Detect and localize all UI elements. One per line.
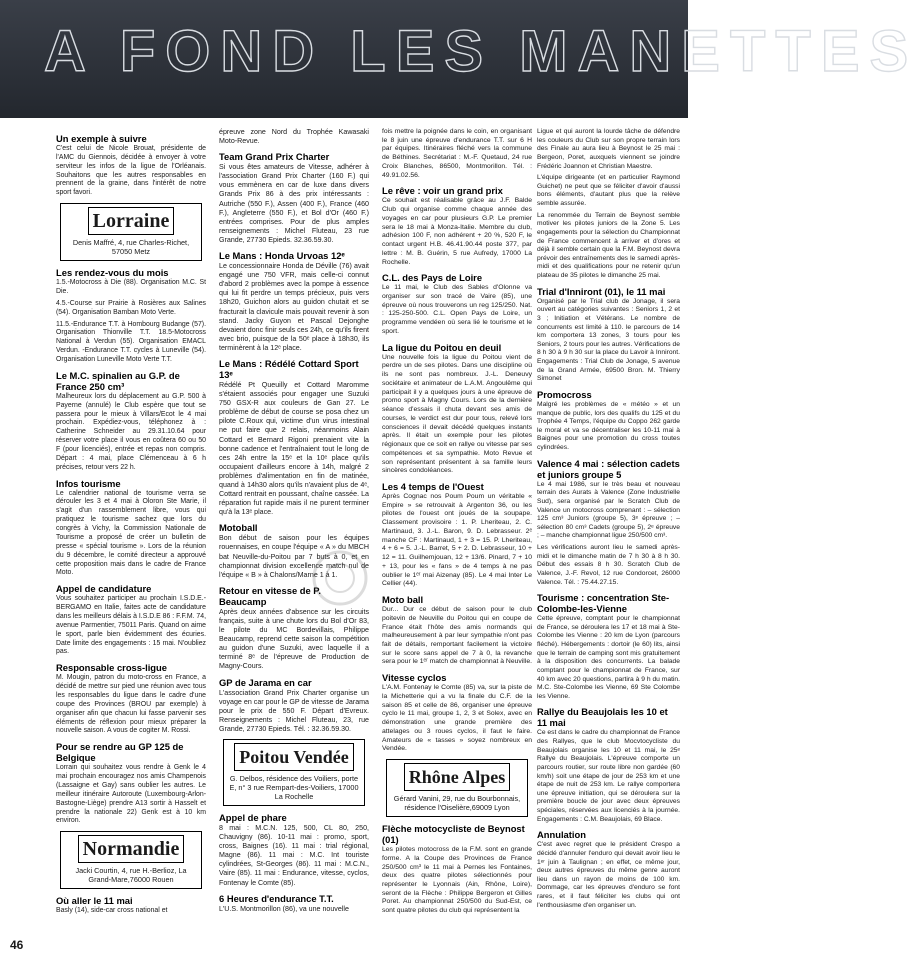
- paragraph: L'association Grand Prix Charter organise un voyage en car pour le GP de vitesse de Jarama pour le prix de 550 F. Départ d'Evreux. Renseignements : Michel Fluteau, 23, rue Grande, 27730 Epieds. Tél. : 32.36.59.30.: [219, 688, 369, 733]
- section-heading: Infos tourisme: [56, 477, 121, 489]
- paragraph: C'est celui de Nicole Brouat, présidente de l'AMC du Giennois, décidée à envoyer à votre serviteur les infos de la ligue de l'Orléanais. Souhaitons que les autres responsables en prennent de la graine, dans l'intérêt de notre sport favori.: [56, 145, 206, 197]
- section-heading: Flèche motocycliste de Beynost (01): [382, 823, 525, 846]
- paragraph: Après Cognac nos Poum Poum un véritable « Empire » se retrouvait à Argenton 36, ou les pilotes de l'ouest ont joués de la soupape. Classement provisoire : 1. P. Lheriteau, 2. C. Martinaud, 3. J.-L. Baron, 9. D. Lebrasseur. 2ᵉ manche CF : Martinaud, 1 + 3 = 15. P. Lheriteau, 4 + 6 = 5. J.-L. Barret, 5 + 2. D. Lebrasseur, 10 + 12 = 11. Guilhemjouan, 12 + 13/6. Pinard, 7 + 10 + 13, pour les « fans » de 4 temps à ne pas oublier le 1ᵉʳ mai Aizenay (85). Le 4 mai Inter Le Cellier (44).: [382, 492, 532, 588]
- section-heading: C.L. des Pays de Loire: [382, 272, 483, 284]
- section-heading: Tourisme : concentration Ste-Colombe-les-Vienne: [537, 592, 670, 615]
- paragraph: fois mettre la poignée dans le coin, en organisant le 8 juin une épreuve d'endurance T.T. sur 6 H par équipes. Itinéraires fléché vers la commune de Béthines. Secrétariat : M.-F. Quetaud, 24 rue Croix Blanches, 86500, Montmorillon. Tél. : 49.91.02.56.: [382, 128, 532, 179]
- section-heading: Promocross: [537, 388, 592, 400]
- section-heading: Annulation: [537, 829, 586, 841]
- section-heading: Le rêve : voir un grand prix: [382, 185, 503, 197]
- section-heading: Où aller le 11 mai: [56, 895, 133, 907]
- section-heading: Pour se rendre au GP 125 de Belgique: [56, 741, 184, 764]
- paragraph: Le 11 mai, le Club des Sables d'Olonne va organiser sur son tracé de Vaire (85), une épreuve où nous trouverons un reg 125/250. Nat. : 125-250-500. C.L. Open Pays de Loire, un programme vendéen où sera lié le tourisme et le sport.: [382, 284, 532, 335]
- paragraph: Rédélé Pt Queuilly et Cottard Maromme s'étaient associés pour engager une Suzuki 750 GSX-R aux couleurs de Gan 27. Le problème de début de course se posa chez un pilote C.Roux qui, victime d'un virus intestinal ne put faire que 2 relais, néanmoins Alain Cottard et Bernard Rigoni prenaient vite la bonne cadence et l'entraînaient tout le long de ces 24h entre la 15ᵉ et la 10ᵉ place qu'ils occupaient d'ailleurs encore à 14h, malgré 2 problèmes d'alimentation en fin de matinée, quand à 14h30 alors qu'ils n'avaient plus de 4ᵉ, Cottard rentrait en poussant, chaîne cassée. La réparation fut rapide mais il ne purent terminer qu'à la 13ᵉ place.: [219, 380, 369, 517]
- paragraph: Le calendrier national de tourisme verra se dérouler les 3 et 4 mai à Oloron Ste Marie, il s'agit d'un rassemblement libre, vous qui pratiquez le tourisme sachez que lors du congrès à Vichy, la Commission Nationale de Tourisme a proposé de créer un bulletin de presse « spécial tourisme ». Lors de la réunion du 9 décembre, le comité directeur a approuvé cette proposition mais dans le cadre de France Moto.: [56, 489, 206, 577]
- paragraph: 11.5.-Endurance T.T. à Hombourg Budange (57). Organisation Thionville T.T. 18.5-Motocross National à Verdun (55). Organisation EMACL Verdun. -Endurance T.T. cycles à Luneville (54). Organisation Luneville Moto Verte T.T.: [56, 320, 206, 364]
- paragraph: L'A.M. Fontenay le Comte (85) va, sur la piste de la Michetterie qui a vu la finale du C.F. de la saison 85 et celle de 86, organiser une épreuve cyclo le 11 mai, groupe 1, 2, 3 et Solex, avec en démonstration une grande première des attelages ou 3 roues cyclos, il faut le faire. Amateurs de « tasses » soyez nombreux en Vendée.: [382, 684, 532, 753]
- section-heading: Vitesse cyclos: [382, 672, 447, 684]
- section-heading: Trial d'Inniront (01), le 11 mai: [537, 285, 666, 297]
- paragraph: Le 4 mai 1986, sur le très beau et nouveau terrain des Aurats à Valence (Zone Industrielle Sud), sera organisé par le Scratch Club de Valence un motocross comprenant : – sélection 125 cm³ Juniors (groupe 5), 3ᵉ épreuve ; – sélection 80 cm³ Cadets (groupe 5), 2ᵉ épreuve ; – manche championnat ligue 250/500 cm³.: [537, 480, 680, 540]
- paragraph: La renommée du Terrain de Beynost semble motiver les pilotes juniors de la Zone 5. Les engagements pour la sélection du Championnat de France commencent à arriver et d'ores et déjà il semble certain que la F.M. Beynost devra prévoir des entraînements des le samedi après-midi et des qualifications pour ne retenir qu'un plateau de 35 pilotes le dimanche 25 mai.: [537, 211, 680, 279]
- region-contact-box: [386, 759, 528, 817]
- section-heading: 6 Heures d'endurance T.T.: [219, 892, 334, 904]
- paragraph: 4.5.-Course sur Prairie à Rosières aux Salines (54). Organisation Bamban Moto Verte.: [56, 299, 206, 316]
- region-contact-address: G. Delbos, résidence des Voiliers, porte E, n° 3 rue Rempart-des-Voiliers, 17000 La Rochelle: [229, 773, 359, 801]
- region-title: Lorraine: [88, 207, 175, 235]
- column-4: [537, 128, 680, 913]
- section-heading: Valence 4 mai : sélection cadets et juniors groupe 5: [537, 457, 680, 480]
- paragraph: Les pilotes motocross de la F.M. sont en grande forme. A la Coupe des Provinces de France 250/500 cm³ le 11 mai à Pernes les Fontaines, deux des quatre pilotes sélectionnés pour représenter le Lyonnais (Ain, Rhône, Loire), seront de la Flèche : Philippe Bergeron et Gilles Poret. Au championnat 250/500 du Sud-Est, ce sont quatre pilotes du club qui représentent la: [382, 846, 532, 915]
- paragraph: Malheureux lors du déplacement au G.P. 500 à Payerne (annulé) le Club espère que tout se passera pour le mieux à Villars/Ecot le 4 mai prochain. Expédiez-vous, téléphonez à : Catherine Schneider au 29.31.10.64 pour réserver votre place il vous en coûtera 60 ou 50 F (pour licenciés), entrée et repas non compris. Départ : 4 mai, place Clémenceau à 6 h précises, retour vers 22 h.: [56, 392, 206, 471]
- section-heading: La ligue du Poitou en deuil: [382, 341, 502, 353]
- region-contact-address: Jacki Courtin, 4, rue H.-Berlioz, La Grand-Mare,76000 Rouen: [75, 866, 187, 885]
- paragraph: Ce est dans le cadre du championnat de France des Rallyes, que le club Mocvtocycliste du Beaujolais organise les 10 et 11 mai, le 25ᵉ Rallye du Beaujolais. L'épreuve comporte un parcours routier, sur route libre non gardée (60 km/h) soit une étape de jour de 253 km et une étape de nuit de 253 km. Le rallye comportera une épreuve initiation, qui se déroulera sur la première boucle de jour avec deux épreuves spéciales, réservées aux licenciés à la journée. Engagements : C.M. Beaujolais, 69 Blace.: [537, 729, 680, 823]
- section-heading: Les rendez-vous du mois: [56, 267, 169, 279]
- paragraph: Les vérifications auront lieu le samedi après-midi et le dimanche matin de 7 h 30 à 8 h 30. Début des essais 8 h 30. Scratch Club de Valence, J.-F. Revol, 12 rue Condorcet, 26000 Valence. Tél. : 75.44.27.15.: [537, 544, 680, 586]
- region-title: Poitou Vendée: [234, 743, 354, 771]
- banner-title: A FOND LES MANETTES: [44, 19, 918, 84]
- paragraph: L'U.S. Montmorillon (86), va une nouvelle: [219, 904, 349, 913]
- paragraph: L'équipe dirigeante (et en particulier Raymond Guichet) ne peut que se féliciter d'avoir d'aussi bons éléments, d'autant plus que la relève semble assurée.: [537, 174, 680, 207]
- page-number: 46: [10, 938, 24, 952]
- section-heading: Motoball: [219, 522, 258, 534]
- region-contact-address: Gérard Vanini, 29, rue du Bourbonnais, résidence l'Oiselière,69009 Lyon: [393, 794, 521, 813]
- paragraph: Le concessionnaire Honda de Déville (76) avait engagé une 750 VFR, mais celle-ci connut d'abord 2 problèmes avec la pompe à essence qui lui fit perdre un temps précieux, puis vers 18h20, Guichon alors au guidon chutait et se fracturait la clavicule mais pouvait revenir à son stand. Jacky Guyon et Pascal Dejonghe devaient donc finir seuls ces 24h, ce qu'ils firent avec brio, puisque de la 50ᵉ place à 18h30, ils terminèrent à la 12ᵉ place.: [219, 262, 370, 352]
- paragraph: Après deux années d'absence sur les circuits français, suite à une chute lors du Bol d'Or 83, le pilote du MC Bordevillais, Philippe Beaucamp, reprend cette saison la compétition au guidon d'une Suzuki, avec laquelle il a terminé 8ᵉ de l'épreuve de Production de Magny-Cours.: [219, 607, 369, 671]
- paragraph: épreuve zone Nord du Trophée Kawasaki Moto-Revue.: [219, 128, 369, 146]
- section-heading: Moto ball: [382, 594, 424, 606]
- region-contact-box: [60, 203, 202, 261]
- section-heading: Team Grand Prix Charter: [219, 151, 330, 163]
- section-heading: GP de Jarama en car: [219, 676, 312, 688]
- paragraph: Si vous êtes amateurs de Vitesse, adhérer à l'association Grand Prix Charter (160 F.) qui vous emmènera en car de luxe dans divers Grands Prix 86 à des prix intéressants : Autriche (550 F.), Assen (400 F.), France (460 F.), Angleterre (550 F.), et Bol d'Or (460 F.) entrées comprises. Pour de plus amples renseignements : Michel Fluteau, 23 rue Grande, 27730 Epieds. 32.36.59.30.: [219, 163, 369, 244]
- paragraph: Vous souhaitez participer au prochain I.S.D.E.-BERGAMO en Italie, faites acte de candidature dans les meilleurs délais à I.S.D.E 86 : F.F.M. 74, avenue Parmentier, 75011 Paris. Quand on aime le sport, parle bien évidemment des écuries. Date limite des engagements : 15 mai. N'oubliez pas.: [56, 595, 206, 656]
- region-contact-box: [223, 739, 365, 806]
- section-heading: Les 4 temps de l'Ouest: [382, 480, 484, 492]
- paragraph: Malgré les problèmes de « météo » et un manque de public, lors des qualifs du 125 et du Trophée 4 Temps, l'équipe du Coppo 262 garde le moral et va se décentraliser les 10-11 mai à Baignes pour une promotion du cross toutes cylindrées.: [537, 400, 680, 451]
- region-contact-address: Denis Maffré, 4, rue Charles-Richet, 57050 Metz: [72, 238, 190, 257]
- paragraph: Ligue et qui auront la lourde tâche de défendre les couleurs du Club sur son propre terrain lors des Finale au aura lieu à Beynost le 25 mai : Bergeon, Poret, auxquels viennent se joindre Frédéric Joannon et Christian Maestre.: [537, 128, 680, 170]
- paragraph: Ce souhait est réalisable grâce au J.F. Balde Club qui organise comme chaque année des voyages en car pour plusieurs G.P. Le premier sera le 18 mai à Monza-Italie. Membre du club, adhésion 100 F, non adhérent + 20 %, 520 F, le contact urgent H.B. 46.41.90.44 poste 377, par lettre : M. B. Guérin, 5 rue Aufredy, 17000 La Rochelle.: [382, 197, 532, 266]
- column-3: [382, 128, 532, 919]
- section-heading: Responsable cross-ligue: [56, 662, 167, 674]
- section-heading: Rallye du Beaujolais les 10 et 11 mai: [537, 706, 668, 729]
- paragraph: C'est avec regret que le président Crespo a décidé d'annuler l'enduro qui devait avoir lieu le 1ᵉʳ juin à Taulignan ; en effet, ce même jour, deux autres épreuves du même genre auront lieu dans un rayon de moins de 100 km. Dommage, car les épreuves d'enduro se font rares, et il faut féliciter les clubs qui ont l'enthousiasme d'en organiser un.: [537, 841, 680, 909]
- header-banner: [0, 0, 918, 118]
- column-1: [56, 128, 206, 919]
- column-2: [219, 128, 369, 917]
- paragraph: Cette épreuve, comptant pour le championnat de France, se déroulera les 17 et 18 mai à Ste-Colombe les Vienne : 20 km de Lyon (parcours fléché). Hébergements : dortoir (le 60) lits, ainsi que le terrain de camping sont mis gratuitement à la disposition des concurrents. La balade comptant pour le championnat de France, sur 40 km avec 20 questions, partira à 9 h du matin. M.C. Ste-Colombe les Vienne, 69 Ste Colombe les Vienne.: [537, 615, 680, 700]
- paragraph: 8 mai : M.C.N. 125, 500, CL 80, 250, Chauvigny (86). 10-11 mai : promo, sport, cross, Baignes (16). 11 mai : trial régional, Magne (86). 11 mai : M.C. Int touriste cylindrées, St-Georges (86). 11 mai : M.C.N., Vaire (85). 11 mai : Endurance, vitesse, cyclos, Fontenay le Comte (85).: [219, 823, 369, 887]
- section-heading: Le Mans : Rédélé Cottard Sport 13ᵉ: [219, 357, 359, 380]
- region-contact-box: [60, 831, 202, 889]
- paragraph: M. Mougin, patron du moto-cross en France, a décidé de mettre sur pied une réunion avec tous les responsables du ligue dans le cadre d'une coupe des Provinces (BROU par exemple) à organiser afin que chacun lui fasse parvenir ses éléments de réflexion pour mieux préparer la nouvelle saison. A vous de cogiter M. Rossi.: [56, 674, 206, 735]
- section-heading: Le Mans : Honda Urvoas 12ᵉ: [219, 250, 345, 262]
- paragraph: Une nouvelle fois la ligue du Poitou vient de perdre un de ses pilotes. Dans une discipline où ils ne sont pas nombreux. J.-L. Deneuvy sociétaire et animateur de L.A.M. Angoulême qui participait il y a quelques jours à une épreuve de promo sport à Magny Cours. Lors de la dernière séance d'essais il chuta devant ses amis de courses, le verdict est dur pour tous, relevé lors consciences il devait décédé quelques instants après. Il était un exemple pour les pilotes régionaux que ce soit en rallye ou vitesse par ses compétences et sa sympathie. Moto Revue et son représentant présentent à sa famille leurs sincères condoléances.: [382, 353, 532, 475]
- paragraph: Dur... Dur ce début de saison pour le club poitevin de Neuville du Poitou qui en coupe de France était l'hôte des amis normands qui malheureusement à par leur sympathie n'ont pas fait de détails, remportant facilement la victoire sur le score sans appel de 7 à 0, la revanche sera pour le 1ᵉʳ match de championnat à Neuville.: [382, 606, 532, 666]
- paragraph: Organisé par le Trial club de Jonage, il sera ouvert au catégories suivantes : Seniors 1, 2 et 3 ; Initiation et Vétérans. Le nombre de concurrents est limité à 110. le parcours de 14 km comportera 13 zones, 3 tours pour les Seniors, 2 tours pour les autres. Vérifications de 8 h 30 à 9 h 30 sur la place du Lavoir à Inniront. Engagements : Trial Club de Jonage, 5 avenue de la Grand Armée, 69500 Bron. M. Thierry Simonet: [537, 297, 680, 383]
- region-title: Normandie: [78, 835, 185, 863]
- section-heading: Appel de phare: [219, 811, 287, 823]
- paragraph: Bon début de saison pour les équipes rouennaises, en coupe l'équipe « A » du MBCH bat Neuville-du-Poitou par 7 buts à 0, et en championnat division excellence match nul de l'équipe « B » à Chalons/Marne 1 à 1.: [219, 534, 369, 579]
- paragraph: Basly (14), side-car cross national et: [56, 907, 168, 915]
- section-heading: Appel de candidature: [56, 583, 152, 595]
- region-title: Rhône Alpes: [404, 763, 511, 791]
- section-heading: Retour en vitesse de P. Beaucamp: [219, 584, 321, 607]
- paragraph: 1.5.-Motocross à Die (88). Organisation M.C. St Die.: [56, 279, 206, 296]
- section-heading: Un exemple à suivre: [56, 133, 147, 144]
- section-heading: Le M.C. spinalien au G.P. de France 250 cm³: [56, 369, 180, 392]
- paragraph: Lorrain qui souhaitez vous rendre à Genk le 4 mai prochain encouragez nos amis Champenois (Lassaigne et Gay) sans oublier les autres. Le meilleur itinéraire Autoroute (Luxembourg-Arlon-Bastogne-Liège) prendre A13 sortir à Hasselt et prendre la nationale 22) Genk est à 10 km environ.: [56, 764, 206, 825]
- watermark-logo: [305, 548, 375, 608]
